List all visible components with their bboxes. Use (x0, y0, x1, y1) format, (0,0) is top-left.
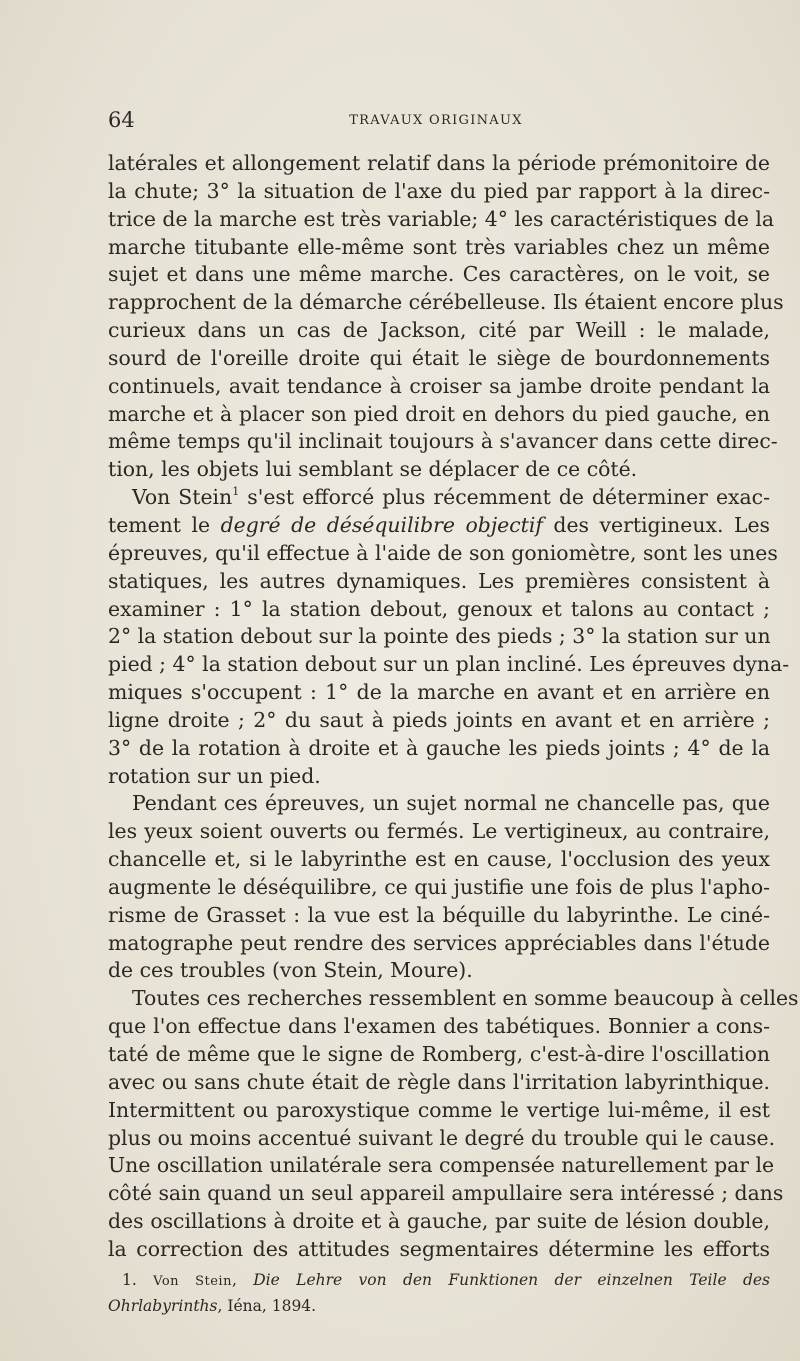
text-line: 2° la station debout sur la pointe des pieds ; 3° la station sur un (108, 624, 771, 649)
text-line: curieux dans un cas de Jackson, cité par Weill : le malade, (108, 318, 770, 343)
text-line: tement le degré de déséquilibre objectif des vertigineux. Les (108, 512, 771, 537)
footnote-line (108, 1294, 770, 1318)
text-line: tion, les objets lui semblant se déplacer de ce côté. (108, 457, 638, 482)
text-line: latérales et allongement relatif dans la période prémonitoire de (108, 151, 770, 175)
text-line: marche et à placer son pied droit en dehors du pied gauche, en (108, 401, 770, 426)
page-header (108, 108, 764, 138)
text-line: continuels, avait tendance à croiser sa jambe droite pendant la (108, 373, 770, 398)
text-line: trice de la marche est très variable; 4° les caractéristiques de la (108, 206, 775, 231)
footnote-title: Die Lehre von den Funktionen der einzelnen Teile des (253, 1271, 771, 1289)
text-line: avec ou sans chute était de règle dans l'irritation labyrinthique. (108, 1069, 770, 1094)
text-line: même temps qu'il inclinait toujours à s'avancer dans cette direc- (108, 429, 778, 454)
text-line: pied ; 4° la station debout sur un plan incliné. Les épreuves dyna- (108, 652, 790, 677)
footnote (108, 1268, 770, 1318)
text-line: sourd de l'oreille droite qui était le siège de bourdonnements (108, 345, 770, 370)
text-line: des oscillations à droite et à gauche, par suite de lésion double, (108, 1209, 770, 1234)
emphasis: degré de déséquilibre objectif (220, 512, 543, 537)
text-line: la chute; 3° la situation de l'axe du pied par rapport à la direc- (108, 178, 770, 203)
author-name: Von Stein (132, 485, 233, 510)
text-line: Une oscillation unilatérale sera compensée naturellement par le (108, 1153, 775, 1178)
text-line: marche titubante elle-même sont très variables chez un même (108, 234, 770, 259)
text-line: rotation sur un pied. (108, 763, 321, 788)
text-line: taté de même que le signe de Romberg, c'est-à-dire l'oscillation (108, 1042, 770, 1066)
text-line: 3° de la rotation à droite et à gauche les pieds joints ; 4° de la (108, 735, 770, 760)
footnote-rest: , Iéna, 1894. (217, 1297, 317, 1315)
footnote-title-cont: Ohrlabyrinths (108, 1297, 218, 1315)
text-line: épreuves, qu'il effectue à l'aide de son goniomètre, sont les unes (108, 540, 778, 565)
text-line: miques s'occupent : 1° de la marche en avant et en arrière en (108, 680, 770, 705)
running-head: TRAVAUX ORIGINAUX (349, 113, 523, 128)
body-text (108, 150, 799, 1264)
text-line: la correction des attitudes segmentaires détermine les efforts (108, 1236, 770, 1261)
text-line: ligne droite ; 2° du saut à pieds joints en avant et en arrière ; (108, 707, 770, 732)
text-line: de ces troubles (von Stein, Moure). (108, 958, 473, 983)
text-line: Von Stein$^1$ s'est efforcé plus récemment de déterminer exac- (132, 485, 770, 510)
text-line: côté sain quand un seul appareil ampullaire sera intéressé ; dans (108, 1181, 784, 1206)
text-line: Pendant ces épreuves, un sujet normal ne chancelle pas, que (132, 791, 770, 816)
text-line: chancelle et, si le labyrinthe est en cause, l'occlusion des yeux (108, 847, 770, 872)
text-line: que l'on effectue dans l'examen des tabétiques. Bonnier a cons- (108, 1014, 770, 1039)
text-line: matographe peut rendre des services appréciables dans l'étude (108, 930, 770, 955)
page-number: 64 (108, 108, 135, 132)
text-line: sujet et dans une même marche. Ces caractères, on le voit, se (108, 262, 770, 287)
text-line: Intermittent ou paroxystique comme le vertige lui-même, il est (108, 1097, 770, 1122)
text-line: augmente le déséquilibre, ce qui justifie une fois de plus l'apho- (108, 874, 770, 899)
text-line: Toutes ces recherches ressemblent en somme beaucoup à celles (132, 986, 799, 1011)
footnote-line: 1. Von Stein, Die Lehre von den Funktionen der einzelnen Teile des (122, 1271, 771, 1289)
footnote-number: 1. (122, 1271, 137, 1289)
text-line: rapprochent de la démarche cérébelleuse. Ils étaient encore plus (108, 290, 784, 315)
text-line: examiner : 1° la station debout, genoux et talons au contact ; (108, 596, 770, 621)
text-line: plus ou moins accentué suivant le degré du trouble qui le cause. (108, 1125, 776, 1150)
footnote-author: Von Stein (153, 1274, 232, 1289)
footnote-marker[interactable]: 1 (232, 485, 240, 499)
text-line: les yeux soient ouverts ou fermés. Le vertigineux, au contraire, (108, 819, 770, 844)
text-line: risme de Grasset : la vue est la béquille du labyrinthe. Le ciné- (108, 902, 770, 927)
text-line: statiques, les autres dynamiques. Les premières consistent à (108, 568, 770, 593)
